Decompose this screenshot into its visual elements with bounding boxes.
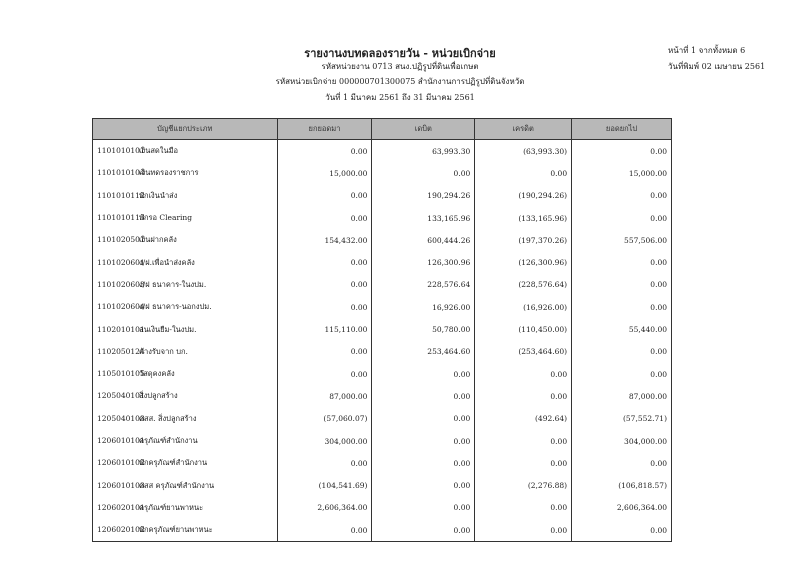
- carried-forward-cell: 0.00: [572, 185, 672, 207]
- carried-forward-cell: 0.00: [572, 274, 672, 296]
- brought-forward-cell: 115,110.00: [277, 318, 372, 340]
- debit-cell: 0.00: [372, 408, 475, 430]
- brought-forward-cell: 0.00: [277, 274, 372, 296]
- account-code: 1101020604: [97, 302, 145, 312]
- column-header-brought-forward: ยกยอดมา: [277, 119, 372, 140]
- debit-cell: 253,464.60: [372, 341, 475, 363]
- brought-forward-cell: 0.00: [277, 140, 372, 163]
- account-name: พักครุภัณฑ์สำนักงาน: [139, 458, 208, 468]
- credit-cell: 0.00: [475, 363, 572, 385]
- credit-cell: (253,464.60): [475, 341, 572, 363]
- carried-forward-cell: 15,000.00: [572, 162, 672, 184]
- table-row: [93, 185, 672, 207]
- account-name: ง/ฝ ธนาคาร-นอกงปม.: [139, 302, 212, 312]
- debit-cell: 0.00: [372, 497, 475, 519]
- debit-cell: 190,294.26: [372, 185, 475, 207]
- credit-cell: (63,993.30): [475, 140, 572, 163]
- credit-cell: (190,294.26): [475, 185, 572, 207]
- account-code: 1101020601: [97, 257, 145, 267]
- credit-cell: 0.00: [475, 430, 572, 452]
- table-row: [93, 497, 672, 519]
- brought-forward-cell: (104,541.69): [277, 474, 372, 496]
- table-row: [93, 229, 672, 251]
- brought-forward-cell: 0.00: [277, 363, 372, 385]
- account-code: 1102010101: [97, 324, 145, 334]
- debit-cell: 63,993.30: [372, 140, 475, 163]
- account-code: 1205040101: [97, 391, 145, 401]
- account-cell: [93, 251, 278, 273]
- disbursing-unit-line: รหัสหน่วยเบิกจ่าย 000000701300075 สำนักงานการปฏิรูปที่ดินจังหวัด: [275, 77, 525, 86]
- credit-cell: (228,576.64): [475, 274, 572, 296]
- table-row: [93, 318, 672, 340]
- table-row: [93, 519, 672, 542]
- account-cell: [93, 185, 278, 207]
- credit-cell: (133,165.96): [475, 207, 572, 229]
- table-row: [93, 207, 672, 229]
- debit-cell: 600,444.26: [372, 229, 475, 251]
- table-row: [93, 251, 672, 273]
- debit-cell: 0.00: [372, 519, 475, 542]
- table-row: [93, 408, 672, 430]
- account-cell: [93, 296, 278, 318]
- brought-forward-cell: 2,606,364.00: [277, 497, 372, 519]
- debit-cell: 228,576.64: [372, 274, 475, 296]
- credit-cell: (110,450.00): [475, 318, 572, 340]
- credit-cell: (126,300.96): [475, 251, 572, 273]
- table-row: [93, 452, 672, 474]
- table-row: [93, 140, 672, 163]
- account-code: 1101010113: [97, 213, 145, 223]
- account-cell: [93, 274, 278, 296]
- table-row: [93, 474, 672, 496]
- account-code: 1205040103: [97, 413, 145, 423]
- table-row: [93, 341, 672, 363]
- account-name: เงินฝากคลัง: [139, 235, 177, 245]
- brought-forward-cell: 87,000.00: [277, 385, 372, 407]
- credit-cell: (2,276.88): [475, 474, 572, 496]
- debit-cell: 133,165.96: [372, 207, 475, 229]
- account-cell: [93, 519, 278, 542]
- account-code: 1206010101: [97, 436, 145, 445]
- account-cell: [93, 452, 278, 474]
- debit-cell: 0.00: [372, 162, 475, 184]
- brought-forward-cell: 0.00: [277, 452, 372, 474]
- account-cell: [93, 430, 278, 452]
- agency-line: รหัสหน่วยงาน 0713 สนง.ปฏิรูปที่ดินเพื่อเกษต: [321, 62, 479, 71]
- account-name: ลนเงินยืม-ในงปม.: [139, 324, 197, 334]
- carried-forward-cell: 0.00: [572, 519, 672, 542]
- account-code: 1105010105: [97, 369, 145, 379]
- debit-cell: 0.00: [372, 385, 475, 407]
- date-range-line: วันที่ 1 มีนาคม 2561 ถึง 31 มีนาคม 2561: [325, 93, 475, 102]
- carried-forward-cell: 557,506.00: [572, 229, 672, 251]
- account-cell: [93, 341, 278, 363]
- carried-forward-cell: (57,552.71): [572, 408, 672, 430]
- carried-forward-cell: 0.00: [572, 363, 672, 385]
- column-header-debit: เดบิต: [372, 119, 475, 140]
- account-code: 1101020501: [97, 235, 145, 245]
- brought-forward-cell: 0.00: [277, 185, 372, 207]
- credit-cell: (16,926.00): [475, 296, 572, 318]
- carried-forward-cell: 304,000.00: [572, 430, 672, 452]
- credit-cell: 0.00: [475, 519, 572, 542]
- account-cell: [93, 162, 278, 184]
- table-row: [93, 363, 672, 385]
- account-name: ครุภัณฑ์ยานพาหนะ: [139, 502, 204, 512]
- account-code: 1101010104: [97, 168, 145, 178]
- table-row: [93, 296, 672, 318]
- table-row: [93, 274, 672, 296]
- print-date: วันที่พิมพ์ 02 เมษายน 2561: [668, 62, 766, 71]
- brought-forward-cell: 0.00: [277, 296, 372, 318]
- account-name: วัสดุคงคลัง: [139, 369, 175, 379]
- credit-cell: (492.64): [475, 408, 572, 430]
- report-title: รายงานงบทดลองรายวัน - หน่วยเบิกจ่าย: [304, 47, 496, 60]
- trial-balance-table: [92, 118, 672, 542]
- carried-forward-cell: 87,000.00: [572, 385, 672, 407]
- brought-forward-cell: 0.00: [277, 519, 372, 542]
- account-name: คสส ครุภัณฑ์สำนักงาน: [139, 480, 215, 490]
- table-header-row: [93, 119, 672, 140]
- brought-forward-cell: 15,000.00: [277, 162, 372, 184]
- account-code: 1206010103: [97, 480, 145, 490]
- account-name: พักเงินนำส่ง: [139, 190, 178, 200]
- page-info: [668, 44, 768, 76]
- debit-cell: 0.00: [372, 474, 475, 496]
- column-header-carried-forward: ยอดยกไป: [572, 119, 672, 140]
- account-name: พักครุภัณฑ์ยานพาหนะ: [139, 525, 213, 535]
- account-cell: [93, 497, 278, 519]
- brought-forward-cell: 154,432.00: [277, 229, 372, 251]
- debit-cell: 0.00: [372, 430, 475, 452]
- column-header-credit: เครดิต: [475, 119, 572, 140]
- carried-forward-cell: 0.00: [572, 251, 672, 273]
- credit-cell: 0.00: [475, 452, 572, 474]
- carried-forward-cell: 0.00: [572, 452, 672, 474]
- brought-forward-cell: 0.00: [277, 341, 372, 363]
- account-cell: [93, 140, 278, 163]
- account-code: 1101020603: [97, 279, 145, 289]
- credit-cell: 0.00: [475, 497, 572, 519]
- credit-cell: 0.00: [475, 385, 572, 407]
- page-number: หน้าที่ 1 จากทั้งหมด 6: [668, 46, 746, 55]
- account-name: ง/ฝ ธนาคาร-ในงปม.: [139, 279, 207, 289]
- carried-forward-cell: 0.00: [572, 140, 672, 163]
- brought-forward-cell: (57,060.07): [277, 408, 372, 430]
- credit-cell: 0.00: [475, 162, 572, 184]
- account-cell: [93, 385, 278, 407]
- carried-forward-cell: 0.00: [572, 296, 672, 318]
- account-name: เงินสดในมือ: [139, 146, 179, 156]
- debit-cell: 126,300.96: [372, 251, 475, 273]
- carried-forward-cell: (106,818.57): [572, 474, 672, 496]
- table-row: [93, 430, 672, 452]
- account-code: 1206020101: [97, 502, 145, 512]
- column-header-account: บัญชีแยกประเภท: [93, 119, 278, 140]
- account-name: ค้างรับจาก บก.: [139, 346, 188, 356]
- account-code: 1206020102: [97, 525, 145, 535]
- debit-cell: 0.00: [372, 452, 475, 474]
- account-name: คสส. สิ่งปลูกสร้าง: [139, 413, 197, 423]
- account-cell: [93, 318, 278, 340]
- credit-cell: (197,370.26): [475, 229, 572, 251]
- account-name: พักรอ Clearing: [139, 213, 193, 223]
- carried-forward-cell: 0.00: [572, 341, 672, 363]
- brought-forward-cell: 0.00: [277, 207, 372, 229]
- account-cell: [93, 363, 278, 385]
- carried-forward-cell: 2,606,364.00: [572, 497, 672, 519]
- account-code: 1206010102: [97, 458, 145, 468]
- account-name: ครุภัณฑ์สำนักงาน: [139, 436, 198, 445]
- account-name: ง/ฝ.เพื่อนำส่งคลัง: [139, 257, 195, 267]
- account-cell: [93, 207, 278, 229]
- table-body: [93, 140, 672, 542]
- debit-cell: 0.00: [372, 363, 475, 385]
- carried-forward-cell: 0.00: [572, 207, 672, 229]
- account-cell: [93, 408, 278, 430]
- table-row: [93, 162, 672, 184]
- table-row: [93, 385, 672, 407]
- account-cell: [93, 229, 278, 251]
- brought-forward-cell: 0.00: [277, 251, 372, 273]
- debit-cell: 16,926.00: [372, 296, 475, 318]
- account-cell: [93, 474, 278, 496]
- account-code: 1101010101: [97, 146, 145, 156]
- account-name: เงินทดรองราชการ: [139, 168, 199, 178]
- account-name: สิ่งปลูกสร้าง: [139, 391, 178, 401]
- account-code: 1102050124: [97, 346, 145, 356]
- debit-cell: 50,780.00: [372, 318, 475, 340]
- account-code: 1101010112: [97, 190, 145, 200]
- brought-forward-cell: 304,000.00: [277, 430, 372, 452]
- carried-forward-cell: 55,440.00: [572, 318, 672, 340]
